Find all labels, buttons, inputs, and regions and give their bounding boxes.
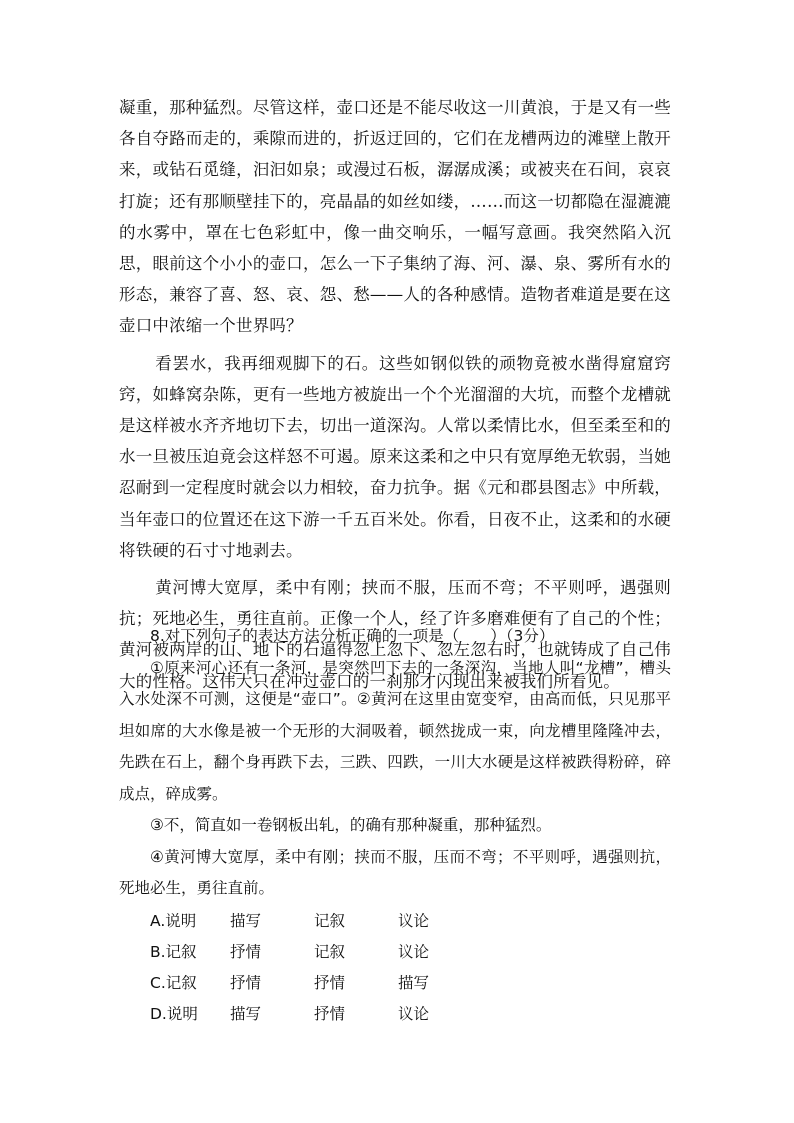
passage-paragraph: 凝重，那种猛烈。尽管这样，壶口还是不能尽收这一川黄浪，于是又有一些各自夺路而走的，乘隙而进的，折返迂回的，它们在龙槽两边的滩壁上散开来，或钻石觅缝，汩汩如泉；或漫过石板，潺潺成溪；或被夹在石间，哀哀打旋；还有那顺壁挂下的，亮晶晶的如丝如缕，……而这一切都隐在湿漉漉的水雾中，罩在七色彩虹中，像一曲交响乐，一幅写意画。我突然陷入沉思，眼前这个小小的壶口，怎么一下子集纳了海、河、瀑、泉、雾所有水的形态，兼容了喜、怒、哀、怨、愁——人的各种感情。造物者难道是要在这壶口中浓缩一个世界吗？ bbox=[119, 98, 671, 336]
option-label: D.说明 bbox=[150, 1005, 198, 1024]
option-method: 议论 bbox=[398, 943, 430, 962]
option-method: 抒情 bbox=[230, 974, 262, 993]
passage-paragraph: 黄河博大宽厚，柔中有刚；挟而不服，压而不弯；不平则呼，遇强则抗；死地必生，勇往直前。正像一个人，经了许多磨难便有了自己的个性；黄河被两岸的山、地下的石逼得忽上忽下、忽左忽右时，也就铸成了自己伟大的性格。这伟大只在冲过壶口的一刹那才闪现出来被我们所看见。 bbox=[119, 578, 671, 691]
option-method: 记叙 bbox=[314, 943, 346, 962]
option-method: 抒情 bbox=[314, 1005, 346, 1024]
option-a[interactable] bbox=[150, 907, 671, 938]
option-c[interactable] bbox=[150, 969, 671, 1000]
option-b[interactable] bbox=[150, 938, 671, 969]
reading-passage bbox=[119, 92, 671, 697]
option-label: B.记叙 bbox=[150, 943, 197, 962]
option-method: 描写 bbox=[398, 974, 430, 993]
question-sentence: ③不，简直如一卷钢板出轧，的确有那种凝重，那种猛烈。 bbox=[150, 816, 552, 834]
option-method: 描写 bbox=[230, 1005, 262, 1024]
passage-paragraph: 看罢水，我再细观脚下的石。这些如钢似铁的顽物竟被水凿得窟窟窍窍，如蜂窝杂陈，更有一些地方被旋出一个个光溜溜的大坑，而整个龙槽就是这样被水齐齐地切下去，切出一道深沟。人常以柔情比水，但至柔至和的水一旦被压迫竟会这样怒不可遏。原来这柔和之中只有宽厚绝无软弱，当她忍耐到一定程度时就会以力相较，奋力抗争。据《元和郡县图志》中所载，当年壶口的位置还在这下游一千五百米处。你看，日夜不止，这柔和的水硬将铁硬的石寸寸地剥去。 bbox=[119, 353, 671, 560]
option-method: 议论 bbox=[398, 912, 430, 931]
option-label: C.记叙 bbox=[150, 974, 197, 993]
option-method: 记叙 bbox=[314, 912, 346, 931]
question-sentence: ④黄河博大宽厚，柔中有刚；挟而不服，压而不弯；不平则呼，遇强则抗，死地必生，勇往直前。 bbox=[119, 847, 671, 897]
option-method: 抒情 bbox=[314, 974, 346, 993]
option-method: 描写 bbox=[230, 912, 262, 931]
question-8 bbox=[119, 621, 671, 1031]
option-d[interactable] bbox=[150, 1000, 671, 1031]
question-sentence: ①原来河心还有一条河，是突然凹下去的一条深沟，当地人叫“龙槽”，槽头入水处深不可测，这便是“壶口”。②黄河在这里由宽变窄，由高而低，只见那平坦如席的大水像是被一个无形的大洞吸着，顿然拢成一束，向龙槽里隆隆冲去，先跌在石上，翻个身再跌下去，三跌、四跌，一川大水硬是这样被跌得粉碎，碎成点，碎成雾。 bbox=[119, 658, 671, 803]
option-label: A.说明 bbox=[150, 912, 197, 931]
option-method: 抒情 bbox=[230, 943, 262, 962]
question-stem: 8.对下列句子的表达方法分析正确的一项是（ ）（3分） bbox=[150, 627, 555, 645]
option-method: 议论 bbox=[398, 1005, 430, 1024]
answer-options bbox=[150, 907, 671, 1031]
